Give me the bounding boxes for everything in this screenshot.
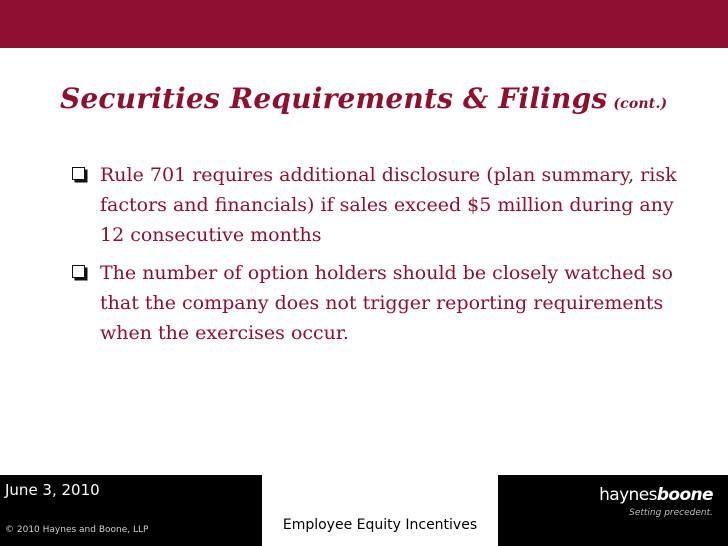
- logo-part-haynes: haynes: [599, 485, 657, 505]
- footer-copyright: © 2010 Haynes and Boone, LLP: [5, 525, 149, 535]
- company-logo: [599, 485, 713, 518]
- footer-date: June 3, 2010: [5, 481, 100, 499]
- bullet-item: [72, 160, 682, 250]
- logo-tagline: Setting precedent.: [629, 508, 713, 518]
- bullet-item: [72, 258, 682, 348]
- top-color-band: [0, 0, 728, 48]
- bullet-list: [72, 160, 682, 356]
- footer-bar: [0, 475, 728, 546]
- logo-wordmark: [599, 485, 713, 505]
- logo-part-boone: boone: [656, 485, 713, 505]
- footer-center-text: Employee Equity Incentives: [282, 517, 478, 533]
- checkbox-bullet-icon: [72, 167, 85, 180]
- checkbox-bullet-icon: [72, 265, 85, 278]
- slide-title-text: Securities Requirements & Filings: [60, 82, 608, 115]
- bullet-text: The number of option holders should be closely watched so that the company does not trigger reporting requirements when the exercises occur.: [100, 262, 673, 344]
- bullet-text: Rule 701 requires additional disclosure (plan summary, risk factors and financials) if sales exceed $5 million during any 12 consecutive months: [100, 164, 677, 246]
- slide-title: [60, 82, 667, 115]
- footer-center-panel: [262, 475, 498, 546]
- slide-title-suffix: (cont.): [613, 96, 668, 112]
